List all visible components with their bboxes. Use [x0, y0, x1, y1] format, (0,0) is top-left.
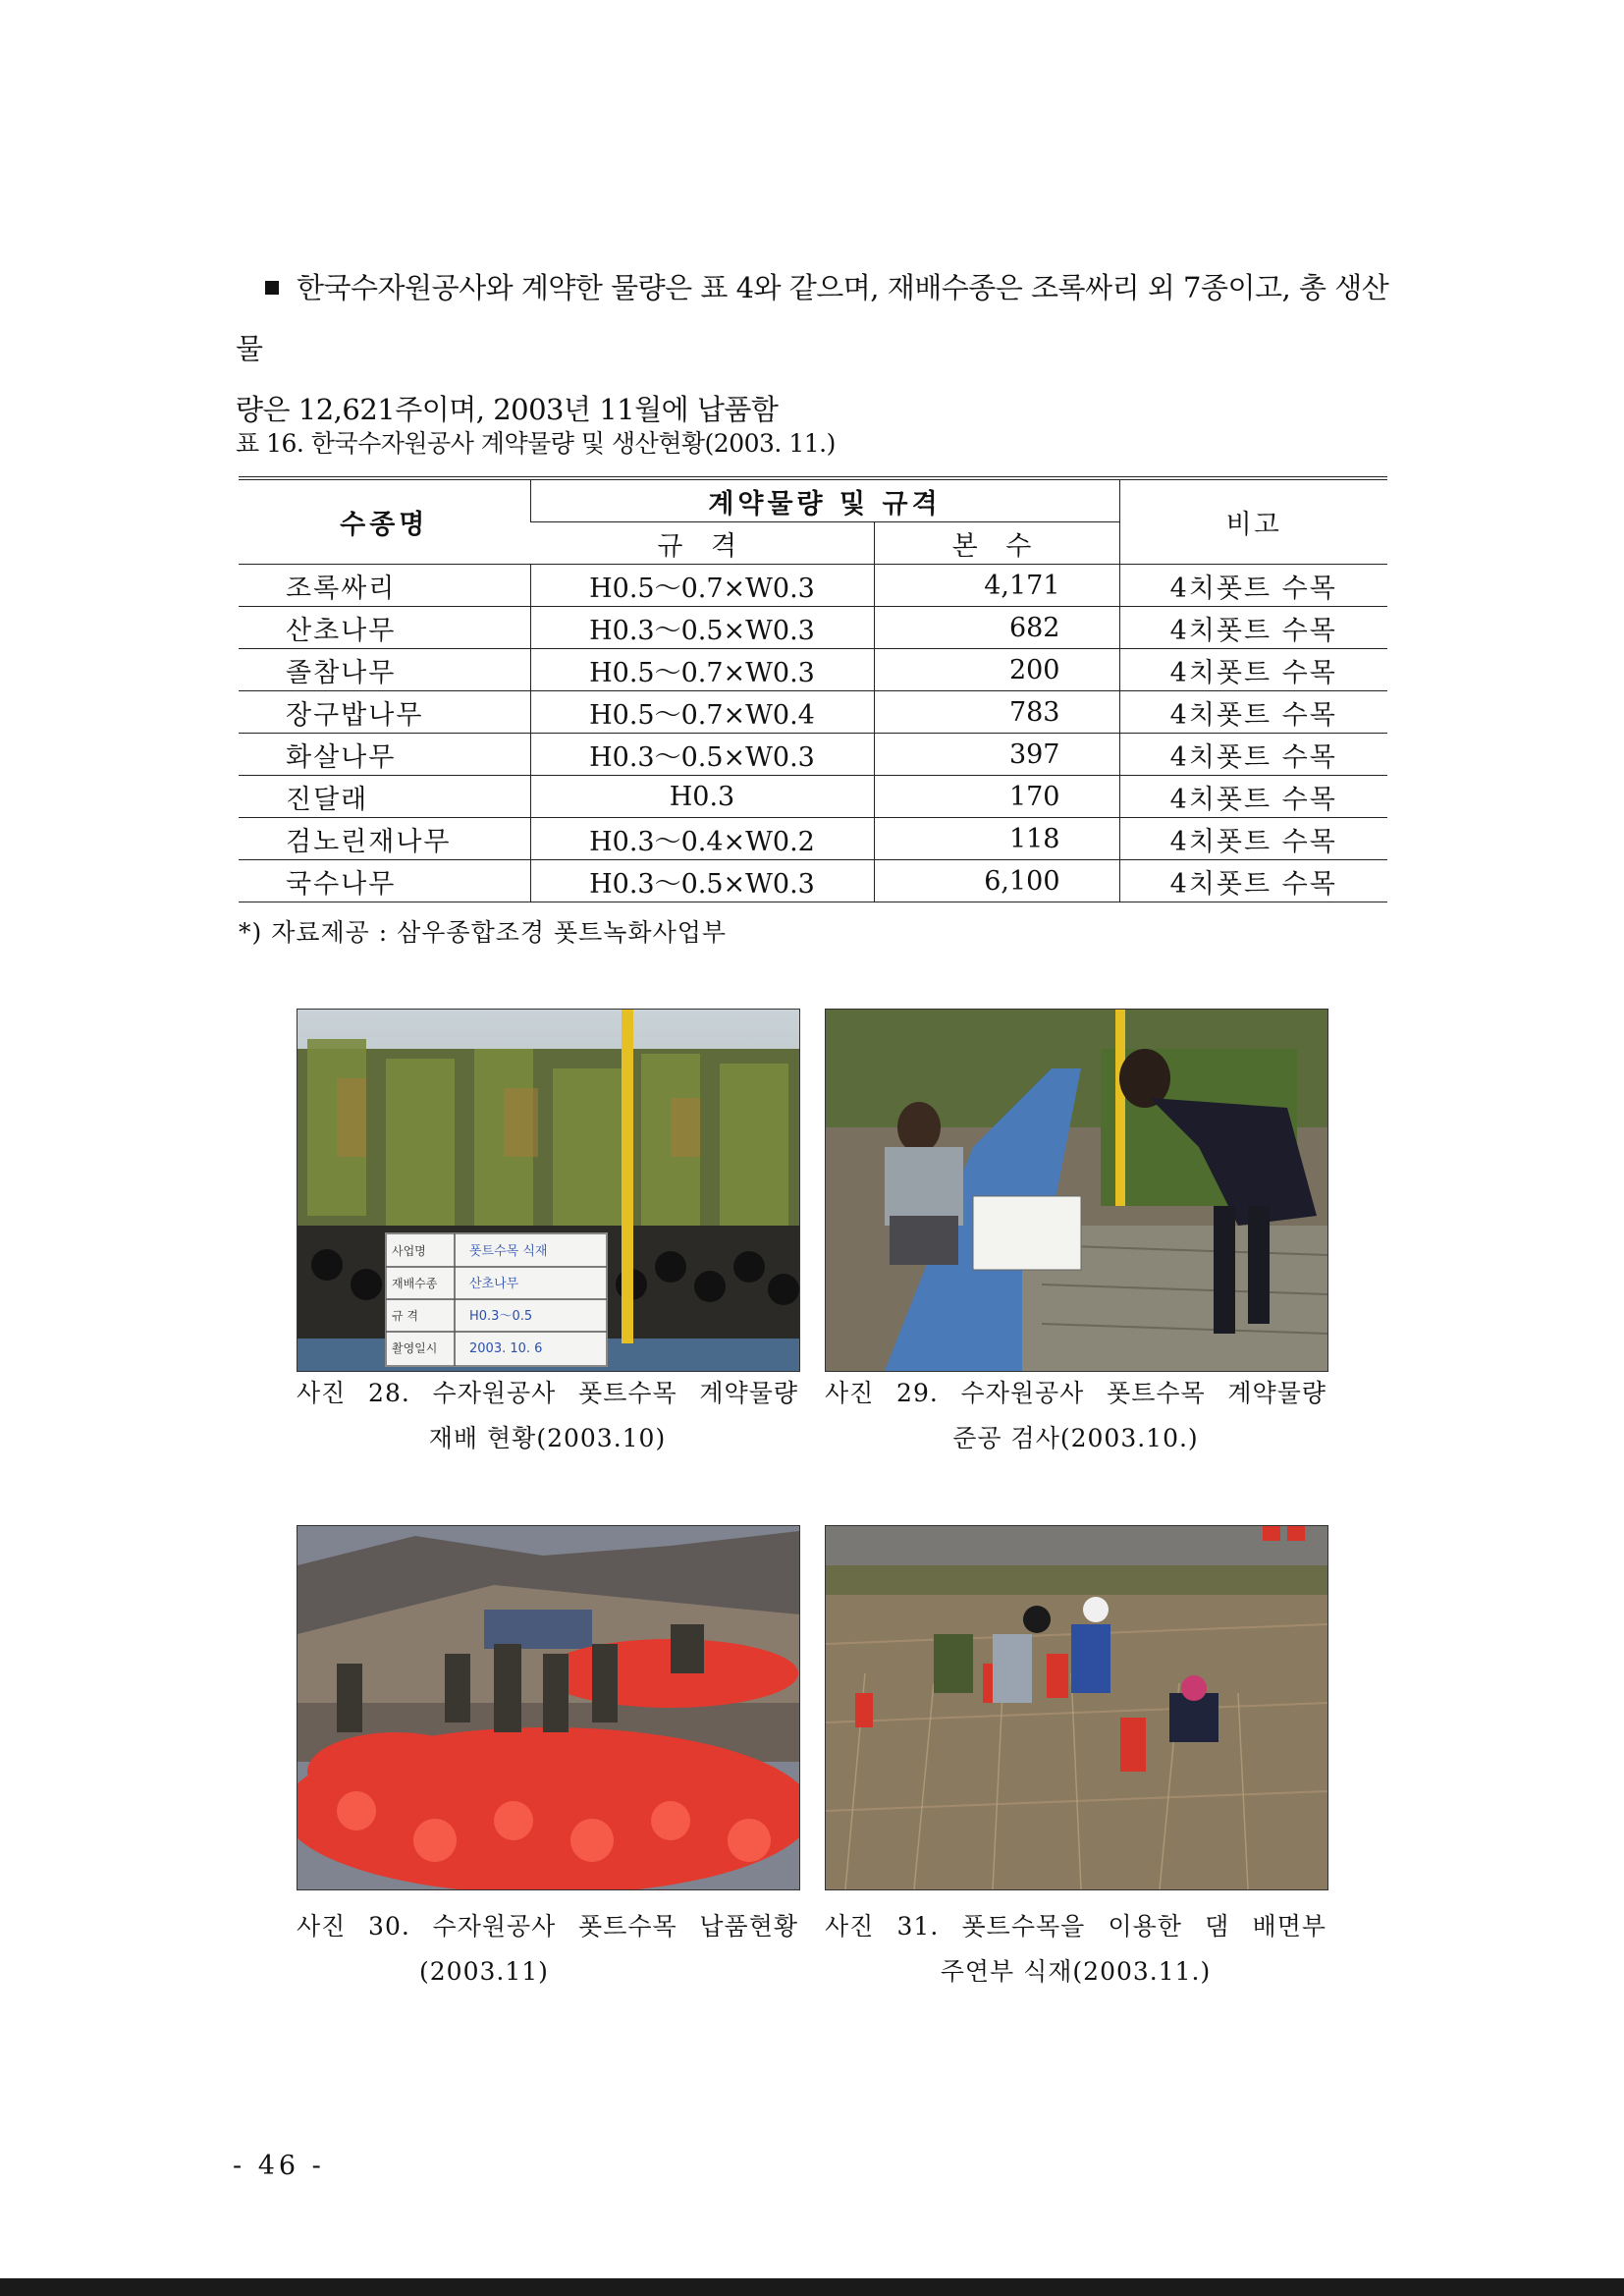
cell-count: 200: [874, 649, 1119, 691]
cell-count: 170: [874, 776, 1119, 818]
cell-count: 6,100: [874, 860, 1119, 902]
caption-line-2: (2003.11): [419, 1957, 549, 1986]
contract-table: [239, 476, 1387, 902]
cell-species: 졸참나무: [239, 649, 530, 691]
cell-species: 조록싸리: [239, 565, 530, 607]
table-row: [239, 734, 1387, 776]
photo-28-nursery: [297, 1009, 800, 1372]
cell-species: 산초나무: [239, 607, 530, 649]
cell-count: 783: [874, 691, 1119, 734]
cell-spec: H0.3～0.5×W0.3: [530, 607, 874, 649]
bottom-border: [0, 2278, 1624, 2296]
cell-note: 4치폿트 수목: [1119, 734, 1387, 776]
cell-species: 진달래: [239, 776, 530, 818]
table-row: [239, 691, 1387, 734]
cell-count: 682: [874, 607, 1119, 649]
caption-line-1: 사진 30. 수자원공사 폿트수목 납품현황: [297, 1912, 798, 1941]
header-note: 비고: [1119, 478, 1387, 565]
cell-spec: H0.3～0.4×W0.2: [530, 818, 874, 860]
photo-28-caption: [297, 1371, 798, 1461]
cell-note: 4치폿트 수목: [1119, 649, 1387, 691]
board-value: 산초나무: [469, 1277, 519, 1291]
cell-note: 4치폿트 수목: [1119, 818, 1387, 860]
cell-note: 4치폿트 수목: [1119, 565, 1387, 607]
caption-line-1: 사진 29. 수자원공사 폿트수목 계약물량: [825, 1379, 1326, 1407]
cell-spec: H0.5～0.7×W0.3: [530, 565, 874, 607]
board-value: 폿트수목 식재: [469, 1244, 548, 1259]
table-row: [239, 649, 1387, 691]
caption-line-2: 준공 검사(2003.10.): [952, 1424, 1199, 1452]
contract-table-wrapper: [239, 476, 1387, 902]
header-contract: 계약물량 및 규격: [530, 478, 1119, 522]
table-row: [239, 776, 1387, 818]
square-bullet-icon: [265, 281, 279, 295]
cell-count: 118: [874, 818, 1119, 860]
caption-line-2: 주연부 식재(2003.11.): [940, 1957, 1212, 1986]
cell-spec: H0.3～0.5×W0.3: [530, 860, 874, 902]
cell-spec: H0.3: [530, 776, 874, 818]
photo-31-caption: [825, 1904, 1326, 1995]
board-label: 규 격: [392, 1309, 418, 1323]
header-species: 수종명: [239, 478, 530, 565]
table-row: [239, 818, 1387, 860]
cell-spec: H0.5～0.7×W0.3: [530, 649, 874, 691]
caption-line-1: 사진 28. 수자원공사 폿트수목 계약물량: [297, 1379, 798, 1407]
paragraph-line-1: 한국수자원공사와 계약한 물량은 표 4와 같으며, 재배수종은 조록싸리 외 7종이고, 총 생산물: [236, 271, 1389, 365]
cell-species: 화살나무: [239, 734, 530, 776]
board-label: 촬영일시: [392, 1341, 438, 1355]
cell-note: 4치폿트 수목: [1119, 607, 1387, 649]
caption-line-1: 사진 31. 폿트수목을 이용한 댐 배면부: [825, 1912, 1326, 1941]
table-source-note: *) 자료제공 : 삼우종합조경 폿트녹화사업부: [239, 918, 728, 947]
photo-30-caption: [297, 1904, 798, 1995]
board-value: 2003. 10. 6: [469, 1341, 543, 1356]
board-value: H0.3～0.5: [469, 1309, 533, 1324]
caption-line-2: 재배 현황(2003.10): [428, 1424, 667, 1452]
paragraph-line-2: 량은 12,621주이며, 2003년 11월에 납품함: [236, 393, 779, 426]
cell-species: 국수나무: [239, 860, 530, 902]
board-label: 재배수종: [392, 1277, 438, 1290]
cell-count: 397: [874, 734, 1119, 776]
table-row: [239, 607, 1387, 649]
cell-count: 4,171: [874, 565, 1119, 607]
table-row: [239, 860, 1387, 902]
photo-30-delivery: [297, 1525, 800, 1890]
page-number: - 46 -: [233, 2151, 325, 2181]
header-spec: 규 격: [530, 522, 874, 565]
photo-29-inspection: [825, 1009, 1328, 1372]
photo-29-caption: [825, 1371, 1326, 1461]
header-count: 본 수: [874, 522, 1119, 565]
cell-note: 4치폿트 수목: [1119, 860, 1387, 902]
cell-spec: H0.3～0.5×W0.3: [530, 734, 874, 776]
cell-note: 4치폿트 수목: [1119, 776, 1387, 818]
table-caption: 표 16. 한국수자원공사 계약물량 및 생산현황(2003. 11.): [236, 429, 836, 458]
intro-paragraph: [236, 257, 1394, 440]
cell-spec: H0.5～0.7×W0.4: [530, 691, 874, 734]
photo-31-planting: [825, 1525, 1328, 1890]
board-label: 사업명: [392, 1244, 426, 1258]
cell-note: 4치폿트 수목: [1119, 691, 1387, 734]
cell-species: 장구밥나무: [239, 691, 530, 734]
cell-species: 검노린재나무: [239, 818, 530, 860]
table-row: [239, 565, 1387, 607]
